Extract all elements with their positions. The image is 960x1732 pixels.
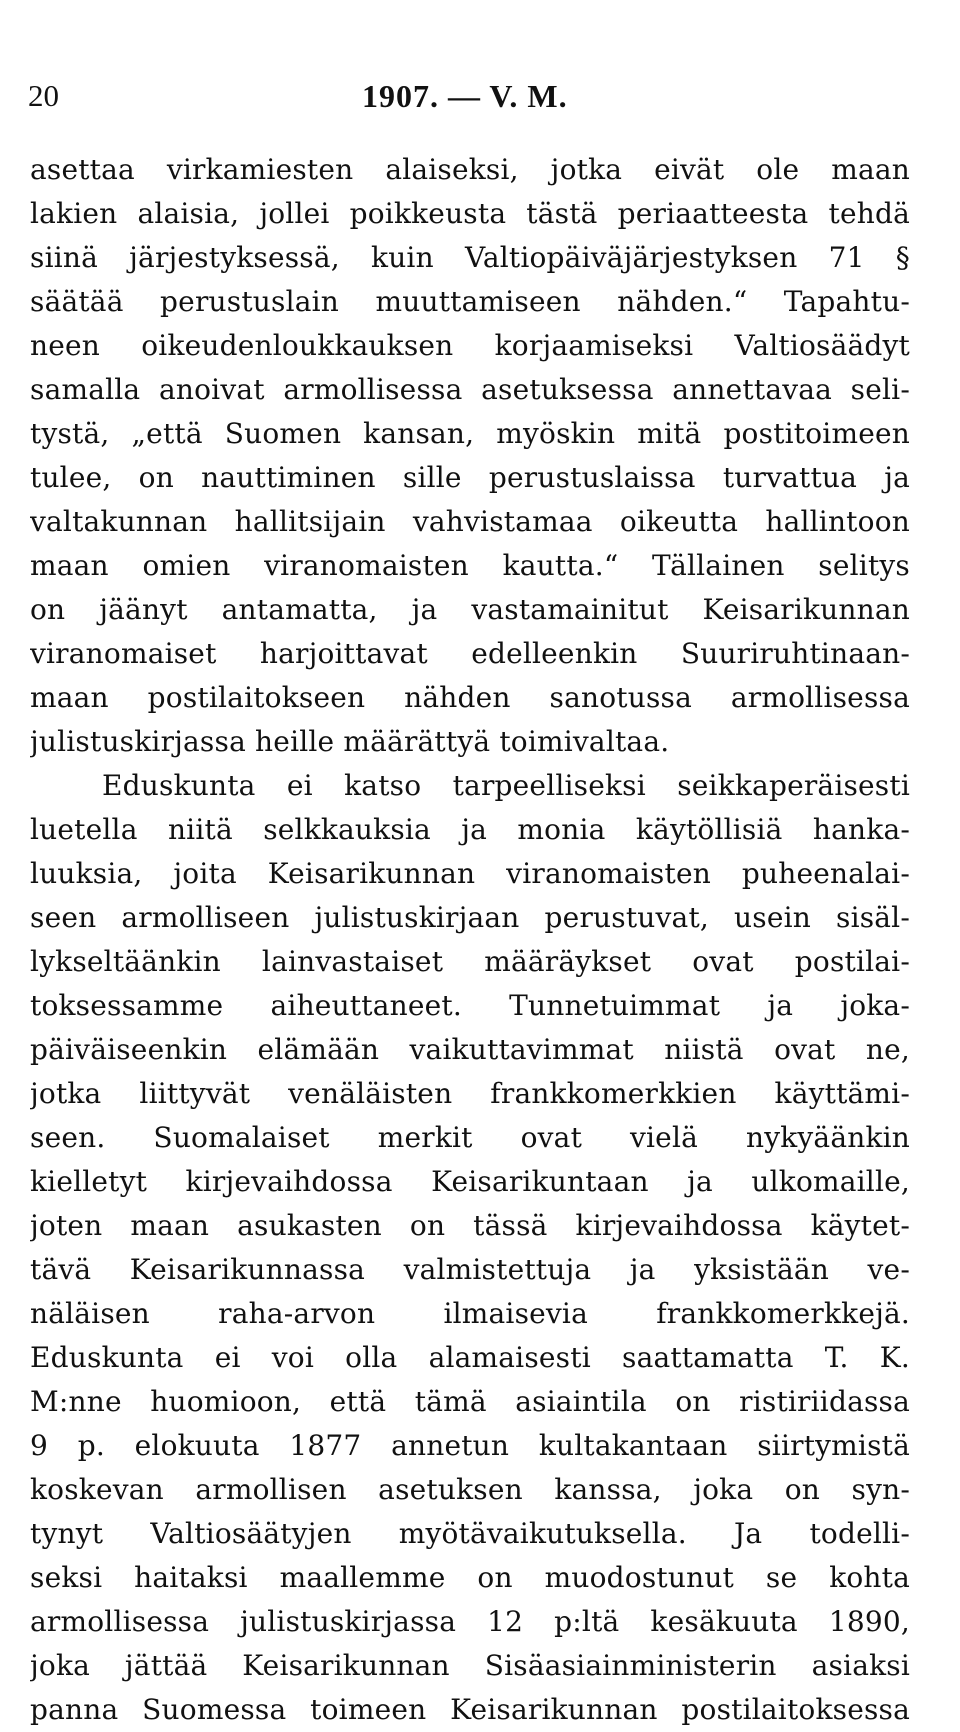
text-line: säätää perustuslain muuttamiseen nähden.“ Tapahtu- — [30, 285, 910, 318]
text-line: kielletyt kirjevaihdossa Keisarikuntaan ja ulkomaille, — [30, 1165, 910, 1198]
text-line: luetella niitä selkkauksia ja monia käytöllisiä hanka- — [30, 813, 910, 846]
text-line: armollisessa julistuskirjassa 12 p:ltä kesäkuuta 1890, — [30, 1605, 910, 1638]
text-line: tulee, on nauttiminen sille perustuslaissa turvattua ja — [30, 461, 910, 494]
text-line: joka jättää Keisarikunnan Sisäasiainministerin asiaksi — [30, 1649, 910, 1682]
text-line: M:nne huomioon, että tämä asiaintila on ristiriidassa — [30, 1385, 910, 1418]
text-line: 9 p. elokuuta 1877 annetun kultakantaan siirtymistä — [30, 1429, 910, 1462]
text-line: maan omien viranomaisten kautta.“ Tällainen selitys — [30, 549, 910, 582]
text-line: siinä järjestyksessä, kuin Valtiopäiväjärjestyksen 71 § — [30, 241, 910, 274]
text-line: koskevan armollisen asetuksen kanssa, joka on syn- — [30, 1473, 910, 1506]
text-line: tynyt Valtiosäätyjen myötävaikutuksella. Ja todelli- — [30, 1517, 910, 1550]
text-line: lakien alaisia, jollei poikkeusta tästä periaatteesta tehdä — [30, 197, 910, 230]
text-line: on jäänyt antamatta, ja vastamainitut Keisarikunnan — [30, 593, 910, 626]
text-line: seksi haitaksi maallemme on muodostunut se kohta — [30, 1561, 910, 1594]
page-number: 20 — [28, 78, 59, 113]
text-line: joten maan asukasten on tässä kirjevaihdossa käytet- — [30, 1209, 910, 1242]
text-line: luuksia, joita Keisarikunnan viranomaisten puheenalai- — [30, 857, 910, 890]
text-line: neen oikeudenloukkauksen korjaamiseksi Valtiosäädyt — [30, 329, 910, 362]
paragraph-end-line: julistuskirjassa heille määrättyä toimivaltaa. — [30, 725, 670, 758]
text-line: tystä, „että Suomen kansan, myöskin mitä postitoimeen — [30, 417, 910, 450]
text-line: näläisen raha-arvon ilmaisevia frankkomerkkejä. — [30, 1297, 910, 1330]
text-line: samalla anoivat armollisessa asetuksessa annettavaa seli- — [30, 373, 910, 406]
paragraph-start-line: Eduskunta ei katso tarpeelliseksi seikkaperäisesti — [102, 769, 910, 802]
text-line: maan postilaitokseen nähden sanotussa armollisessa — [30, 681, 910, 714]
page-header — [0, 72, 960, 122]
text-line: seen. Suomalaiset merkit ovat vielä nykyäänkin — [30, 1121, 910, 1154]
text-line: toksessamme aiheuttaneet. Tunnetuimmat ja joka- — [30, 989, 910, 1022]
running-title: 1907. — V. M. — [362, 78, 568, 114]
text-line: asettaa virkamiesten alaiseksi, jotka eivät ole maan — [30, 153, 910, 186]
text-line: jotka liittyvät venäläisten frankkomerkkien käyttämi- — [30, 1077, 910, 1110]
text-line: lykseltäänkin lainvastaiset määräykset ovat postilai- — [30, 945, 910, 978]
body-text — [30, 148, 910, 1732]
text-line: panna Suomessa toimeen Keisarikunnan postilaitoksessa — [30, 1693, 910, 1726]
text-line: viranomaiset harjoittavat edelleenkin Suuriruhtinaan- — [30, 637, 910, 670]
text-line: valtakunnan hallitsijain vahvistamaa oikeutta hallintoon — [30, 505, 910, 538]
text-line: seen armolliseen julistuskirjaan perustuvat, usein sisäl- — [30, 901, 910, 934]
text-line: päiväiseenkin elämään vaikuttavimmat niistä ovat ne, — [30, 1033, 910, 1066]
text-line: tävä Keisarikunnassa valmistettuja ja yksistään ve- — [30, 1253, 910, 1286]
text-line: Eduskunta ei voi olla alamaisesti saattamatta T. K. — [30, 1341, 910, 1374]
